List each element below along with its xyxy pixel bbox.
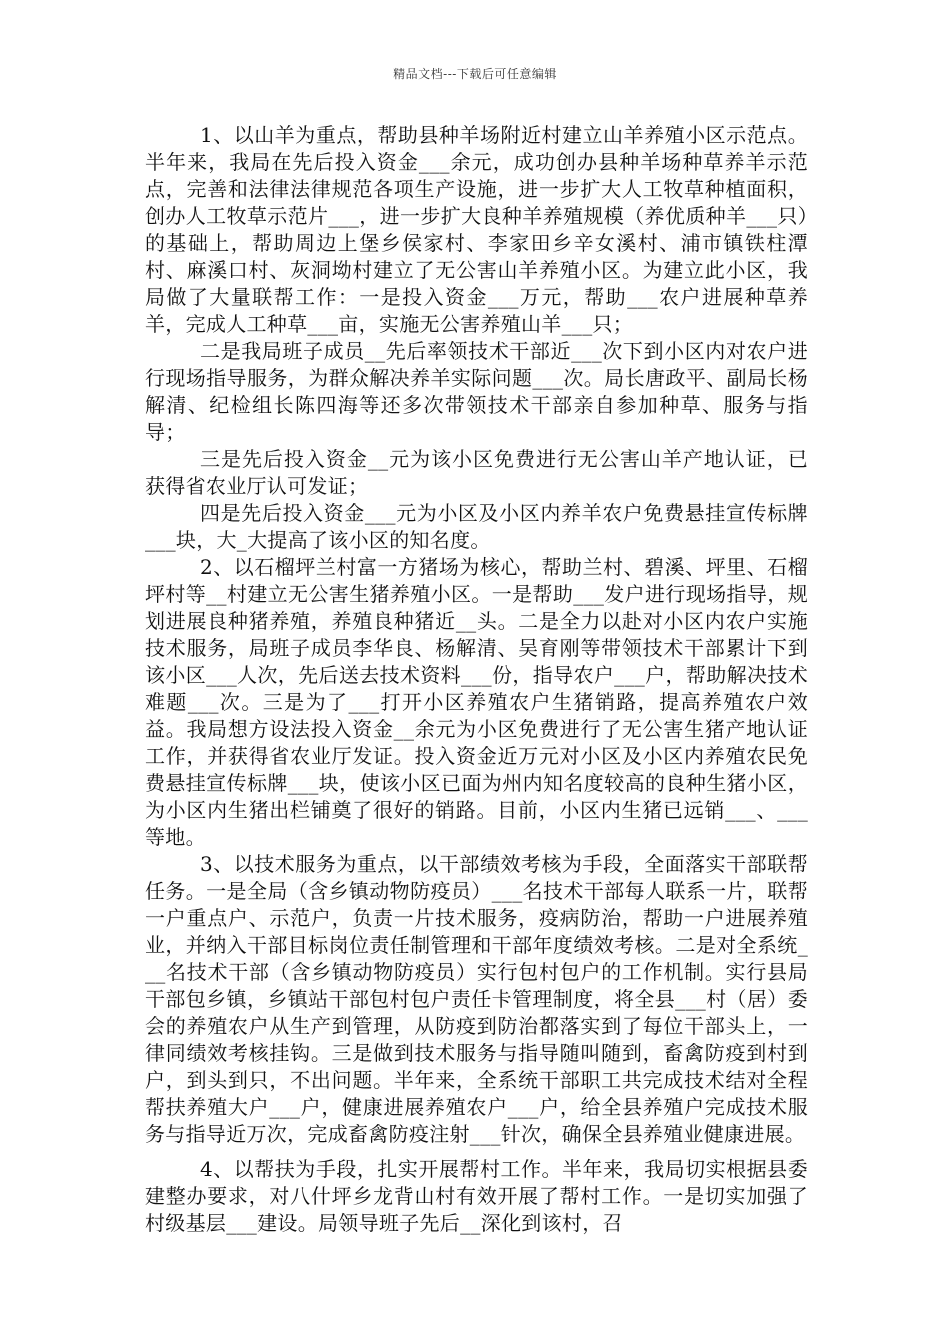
paragraph-signage: 四是先后投入资金___元为小区及小区内养羊农户免费悬挂宣传标牌___块，大_大提高了该小区的知名度。: [145, 501, 808, 552]
paragraph-certification: 三是先后投入资金__元为该小区免费进行无公害山羊产地认证，已获得省农业厅认可发证；: [145, 447, 808, 498]
document-body: [145, 122, 808, 1237]
paragraph-team-guidance: 二是我局班子成员__先后率领技术干部近___次下到小区内对农户进行现场指导服务，为群众解决养羊实际问题___次。局长唐政平、副局长杨解清、纪检组长陈四海等还多次带领技术干部亲自参加种草、服务与指导；: [145, 339, 808, 444]
page-header: 精品文档---下载后可任意编辑: [393, 67, 557, 81]
paragraph-village-assistance: 4、以帮扶为手段，扎实开展帮村工作。半年来，我局切实根据县委建整办要求，对八什坪乡龙背山村有效开展了帮村工作。一是切实加强了村级基层___建设。局领导班子先后__深化到该村，召: [145, 1157, 808, 1235]
paragraph-technical-service: 3、以技术服务为重点，以干部绩效考核为手段，全面落实干部联帮任务。一是全局（含乡镇动物防疫员）___名技术干部每人联系一片，联帮一户重点户、示范户，负责一片技术服务，疫病防治，帮助一户进展养殖业，并纳入干部目标岗位责任制管理和干部年度绩效考核。二是对全系统___名技术干部（含乡镇动物防疫员）实行包村包户的工作机制。实行县局干部包乡镇，乡镇站干部包村包户责任卡管理制度，将全县___村（居）委会的养殖农户从生产到管理，从防疫到防治都落实到了每位干部头上，一律同绩效考核挂钩。三是做到技术服务与指导随叫随到，畜禽防疫到村到户，到头到只，不出问题。半年来，全系统干部职工共完成技术结对全程帮扶养殖大户___户，健康进展养殖农户___户，给全县养殖户完成技术服务与指导近万次，完成畜禽防疫注射___针次，确保全县养殖业健康进展。: [145, 852, 808, 1146]
paragraph-goat-demo-zone: 1、以山羊为重点，帮助县种羊场附近村建立山羊养殖小区示范点。半年来，我局在先后投入资金___余元，成功创办县种羊场种草养羊示范点，完善和法律法律规范各项生产设施，进一步扩大人工牧草种植面积，创办人工牧草示范片___，进一步扩大良种羊养殖规模（养优质种羊___只）的基础上，帮助周边上堡乡侯家村、李家田乡辛女溪村、浦市镇铁柱潭村、麻溪口村、灰洞坳村建立了无公害山羊养殖小区。为建立此小区，我局做了大量联帮工作：一是投入资金___万元，帮助___农户进展种草养羊，完成人工种草___亩，实施无公害养殖山羊___只；: [145, 123, 808, 336]
paragraph-pig-farm-zone: 2、以石榴坪兰村富一方猪场为核心，帮助兰村、碧溪、坪里、石榴坪村等__村建立无公害生猪养殖小区。一是帮助___发户进行现场指导，规划进展良种猪养殖，养殖良种猪近__头。二是全力以赴对小区内农户实施技术服务，局班子成员李华良、杨解清、吴育刚等带领技术干部累计下到该小区___人次，先后送去技术资料___份，指导农户___户，帮助解决技术难题___次。三是为了___打开小区养殖农户生猪销路，提高养殖农户效益。我局想方设法投入资金__余元为小区免费进行了无公害生猪产地认证工作，并获得省农业厅发证。投入资金近万元对小区及小区内养殖农民免费悬挂宣传标牌___块，使该小区已面为州内知名度较高的良种生猪小区，为小区内生猪出栏铺奠了很好的销路。目前，小区内生猪已远销___、___等地。: [145, 555, 808, 849]
